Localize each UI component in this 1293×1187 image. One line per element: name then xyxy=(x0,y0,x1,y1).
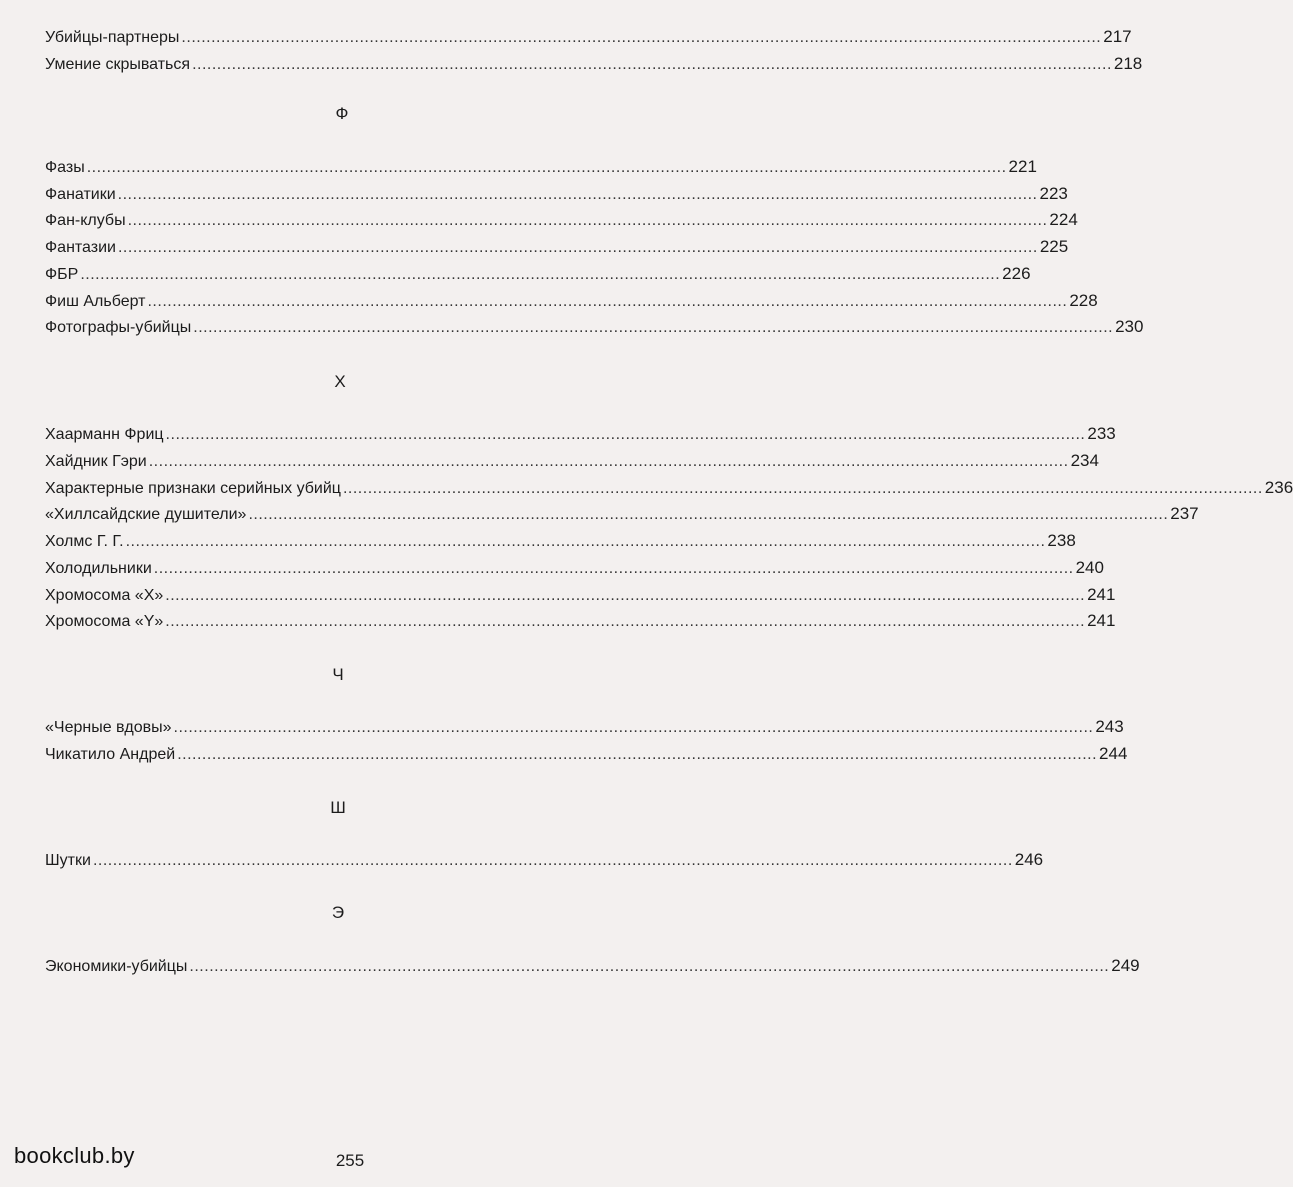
entry-title: Холмс Г. Г. xyxy=(45,533,124,550)
watermark: bookclub.by xyxy=(14,1143,135,1168)
entry-page: 225 xyxy=(1039,237,1069,256)
section-letter: Ф xyxy=(335,104,349,123)
entry-title: Убийцы-партнеры xyxy=(45,29,180,46)
entry-page: 249 xyxy=(1111,956,1140,975)
entry-page: 243 xyxy=(1095,717,1124,736)
entry-page: 240 xyxy=(1075,558,1104,577)
entry-title: Шутки xyxy=(45,852,91,869)
index-entry xyxy=(45,317,1144,343)
entry-title: Фотографы-убийцы xyxy=(45,319,192,336)
entry-title: Фан-клубы xyxy=(45,212,126,229)
entry-page: 217 xyxy=(1103,27,1132,46)
leader-dots: .......................................................................................................................................................................................... xyxy=(181,29,1102,46)
index-entry xyxy=(45,850,1044,876)
entry-title: Умение скрываться xyxy=(45,56,191,73)
entry-title: Холодильники xyxy=(45,560,152,577)
leader-dots: .......................................................................................................................................................................................... xyxy=(248,506,1169,523)
index-entry xyxy=(45,717,1124,743)
index-entry xyxy=(45,451,1099,477)
section-letter: Ч xyxy=(332,665,344,684)
entry-title: Хаарманн Фриц xyxy=(45,426,164,443)
section-letter: Э xyxy=(331,903,345,922)
index-entry xyxy=(45,611,1116,637)
leader-dots: .......................................................................................................................................................................................... xyxy=(153,560,1074,577)
leader-dots: .......................................................................................................................................................................................... xyxy=(173,719,1094,736)
entry-title: Хромосома «X» xyxy=(45,587,164,604)
entry-title: Фантазии xyxy=(45,239,116,256)
index-entry xyxy=(45,424,1116,450)
index-entry xyxy=(45,504,1199,530)
leader-dots: .......................................................................................................................................................................................... xyxy=(148,453,1069,470)
leader-dots: .......................................................................................................................................................................................... xyxy=(147,293,1068,310)
leader-dots: .......................................................................................................................................................................................... xyxy=(127,212,1048,229)
entry-page: 246 xyxy=(1014,850,1044,869)
entry-title: Хромосома «Y» xyxy=(45,613,164,630)
entry-page: 241 xyxy=(1087,611,1116,630)
entry-page: 224 xyxy=(1049,210,1078,229)
entry-title: Фанатики xyxy=(45,186,116,203)
index-entry xyxy=(45,478,1293,504)
entry-page: 244 xyxy=(1099,744,1128,763)
entry-page: 241 xyxy=(1087,585,1116,604)
index-entry xyxy=(45,956,1140,982)
section-letter: Х xyxy=(334,372,346,391)
entry-page: 236 xyxy=(1264,478,1293,497)
entry-title: ФБР xyxy=(45,266,79,283)
leader-dots: .......................................................................................................................................................................................... xyxy=(165,587,1086,604)
section-letter: Ш xyxy=(330,798,346,817)
entry-page: 237 xyxy=(1170,504,1199,523)
entry-page: 228 xyxy=(1069,291,1098,310)
entry-title: Фазы xyxy=(45,159,85,176)
entry-page: 238 xyxy=(1047,531,1076,550)
leader-dots: .......................................................................................................................................................................................... xyxy=(193,319,1114,336)
index-entry xyxy=(45,744,1128,770)
entry-title: Фиш Альберт xyxy=(45,293,146,310)
leader-dots: .......................................................................................................................................................................................... xyxy=(189,958,1110,975)
page-number: 255 xyxy=(335,1151,365,1170)
entry-title: Характерные признаки серийных убийц xyxy=(45,480,341,497)
entry-page: 234 xyxy=(1070,451,1099,470)
index-entry xyxy=(45,157,1037,183)
index-entry xyxy=(45,237,1069,263)
leader-dots: .......................................................................................................................................................................................... xyxy=(192,56,1112,73)
index-entry xyxy=(45,184,1068,210)
index-entry xyxy=(45,54,1143,80)
index-entry xyxy=(45,27,1132,53)
index-entry xyxy=(45,558,1104,584)
index-entry xyxy=(45,585,1116,611)
index-entry xyxy=(45,531,1076,557)
entry-page: 218 xyxy=(1113,54,1143,73)
entry-page: 223 xyxy=(1039,184,1068,203)
index-entry xyxy=(45,291,1098,317)
leader-dots: .......................................................................................................................................................................................... xyxy=(117,239,1038,256)
entry-title: «Черные вдовы» xyxy=(45,719,172,736)
leader-dots: .......................................................................................................................................................................................... xyxy=(165,426,1086,443)
entry-title: Чикатило Андрей xyxy=(45,746,176,763)
leader-dots: .......................................................................................................................................................................................... xyxy=(125,533,1046,550)
leader-dots: .......................................................................................................................................................................................... xyxy=(117,186,1038,203)
index-entry xyxy=(45,210,1078,236)
entry-page: 233 xyxy=(1087,424,1116,443)
leader-dots: .......................................................................................................................................................................................... xyxy=(177,746,1098,763)
leader-dots: .......................................................................................................................................................................................... xyxy=(86,159,1007,176)
leader-dots: .......................................................................................................................................................................................... xyxy=(342,480,1263,497)
entry-page: 226 xyxy=(1002,264,1031,283)
index-entry xyxy=(45,264,1031,290)
entry-title: «Хиллсайдские душители» xyxy=(45,506,247,523)
entry-title: Хайдник Гэри xyxy=(45,453,147,470)
leader-dots: .......................................................................................................................................................................................... xyxy=(80,266,1001,283)
entry-title: Экономики-убийцы xyxy=(45,958,188,975)
leader-dots: .......................................................................................................................................................................................... xyxy=(165,613,1086,630)
entry-page: 221 xyxy=(1008,157,1037,176)
entry-page: 230 xyxy=(1115,317,1144,336)
leader-dots: .......................................................................................................................................................................................... xyxy=(92,852,1013,869)
